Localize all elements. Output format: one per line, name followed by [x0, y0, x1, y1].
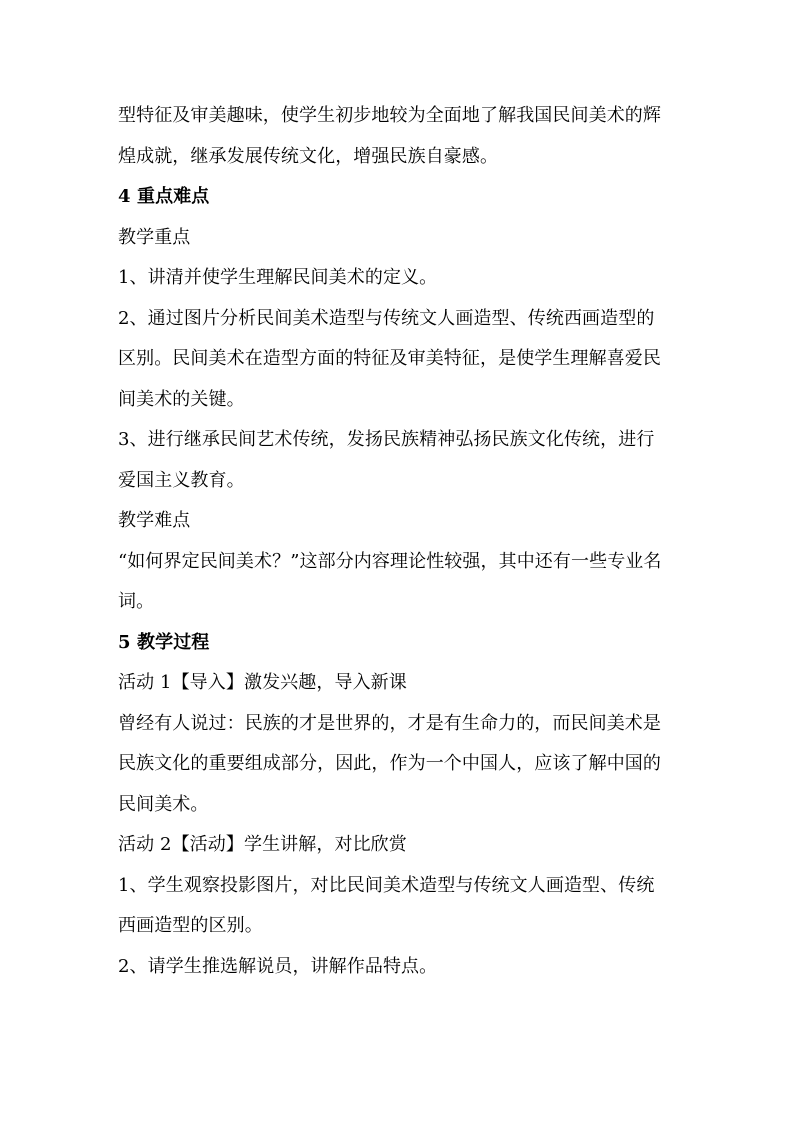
body-line: 型特征及审美趣味，使学生初步地较为全面地了解我国民间美术的辉 — [118, 105, 661, 126]
body-line: 爱国主义教育。 — [118, 469, 245, 491]
body-line: 1、讲清并使学生理解民间美术的定义。 — [118, 267, 438, 288]
body-line: “如何界定民间美术？”这部分内容理论性较强，其中还有一些专业名 — [118, 550, 662, 572]
body-line: 词。 — [118, 591, 155, 612]
activity-title: 活动 2【活动】学生讲解，对比欣赏 — [118, 834, 407, 855]
body-line: 曾经有人说过：民族的才是世界的，才是有生命力的，而民间美术是 — [118, 712, 661, 734]
body-line: 2、请学生推选解说员，讲解作品特点。 — [118, 955, 438, 977]
body-line: 2、通过图片分析民间美术造型与传统文人画造型、传统西画造型的 — [118, 307, 655, 329]
body-line: 西画造型的区别。 — [118, 915, 263, 936]
subheading-line: 教学难点 — [118, 510, 191, 531]
body-line: 区别。民间美术在造型方面的特征及审美特征，是使学生理解喜爱民 — [118, 348, 661, 369]
document-page — [118, 96, 684, 987]
body-line: 民族文化的重要组成部分，因此，作为一个中国人，应该了解中国的 — [118, 753, 661, 774]
body-line: 1、学生观察投影图片，对比民间美术造型与传统文人画造型、传统 — [118, 874, 655, 896]
section-heading: 5 教学过程 — [118, 631, 210, 653]
body-line: 间美术的关键。 — [118, 388, 245, 410]
body-line: 民间美术。 — [118, 793, 209, 815]
body-line: 3、进行继承民间艺术传统，发扬民族精神弘扬民族文化传统，进行 — [118, 429, 655, 450]
section-heading: 4 重点难点 — [118, 186, 210, 207]
subheading-line: 教学重点 — [118, 226, 191, 248]
body-line: 煌成就，继承发展传统文化，增强民族自豪感。 — [118, 145, 499, 167]
activity-title: 活动 1【导入】激发兴趣，导入新课 — [118, 672, 407, 693]
